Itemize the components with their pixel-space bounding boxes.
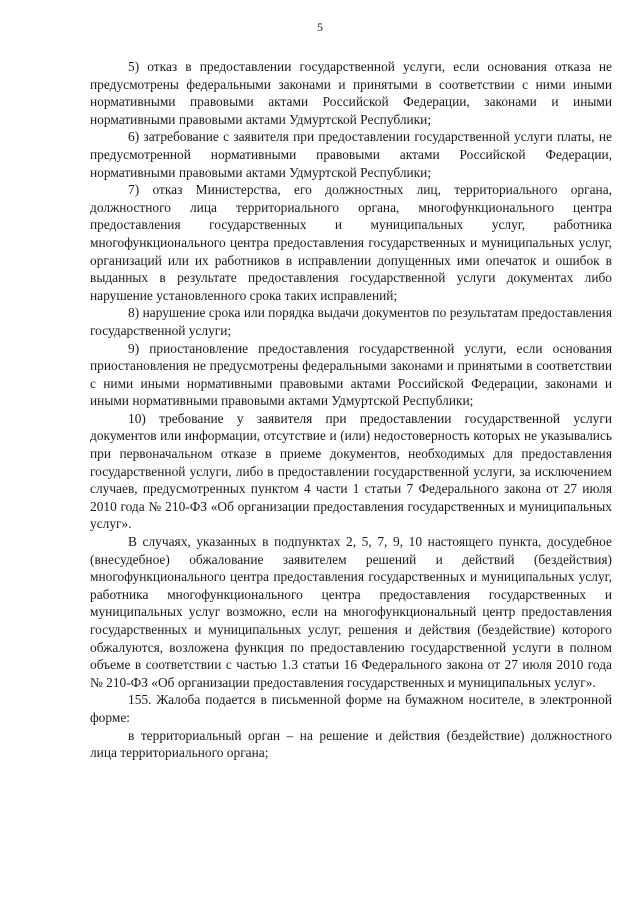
paragraph-item-10: 10) требование у заявителя при предоставлении государственной услуги документов или информации, отсутствие и (или) недостоверность которых не указывались при первоначальном отказе в приеме документов, необходимых для предоставления государственной услуги, либо в предоставлении государственной услуги, за исключением случаев, предусмотренных пунктом 4 части 1 статьи 7 Федерального закона от 27 июля 2010 года № 210-ФЗ «Об организации предоставления государственных и муниципальных услуг». (90, 410, 612, 532)
paragraph-item-6: 6) затребование с заявителя при предоставлении государственной услуги платы, не предусмотренной нормативными правовыми актами Российской Федерации, нормативными правовыми актами Удмуртской Республики; (90, 129, 612, 180)
paragraph-item-5: 5) отказ в предоставлении государственной услуги, если основания отказа не предусмотрены федеральными законами и принятыми в соответствии с ними иными нормативными правовыми актами Российской Федерации, законами и иными нормативными правовыми актами Удмуртской Республики; (90, 59, 612, 127)
paragraph-special-cases: В случаях, указанных в подпунктах 2, 5, 7, 9, 10 настоящего пункта, досудебное (внесудебное) обжалование заявителем решений и действий (бездействия) многофункционального центра предоставления государственных и муниципальных услуг, работника многофункционального центра предоставления государственных и муниципальных услуг возможно, если на многофункциональный центр предоставления государственных и муниципальных услуг, решения и действия (бездействие) которого обжалуются, возложена функция по предоставлению государственной услуги в полном объеме в соответствии с частью 1.3 статьи 16 Федерального закона от 27 июля 2010 года № 210-ФЗ «Об организации предоставления государственных и муниципальных услуг». (90, 534, 612, 690)
page-number: 5 (317, 20, 323, 34)
paragraph-item-7: 7) отказ Министерства, его должностных лиц, территориального органа, должностного лица территориального органа, многофункционального центра предоставления государственных и муниципальных услуг, работника многофункционального центра предоставления государственных и муниципальных услуг, организаций или их работников в исправлении допущенных ими опечаток и ошибок в выданных в результате предоставления государственной услуги документах либо нарушение установленного срока таких исправлений; (90, 182, 612, 303)
paragraph-territorial-body: в территориальный орган – на решение и действия (бездействие) должностного лица территориального органа; (90, 727, 612, 761)
paragraph-item-9: 9) приостановление предоставления государственной услуги, если основания приостановления не предусмотрены федеральными законами и принятыми в соответствии с ними иными нормативными правовыми актами Российской Федерации, законами и иными нормативными правовыми актами Удмуртской Республики; (90, 340, 612, 409)
paragraph-item-8: 8) нарушение срока или порядка выдачи документов по результатам предоставления государственной услуги; (90, 305, 612, 338)
document-body (90, 58, 612, 762)
paragraph-155: 155. Жалоба подается в письменной форме на бумажном носителе, в электронной форме: (90, 692, 612, 725)
